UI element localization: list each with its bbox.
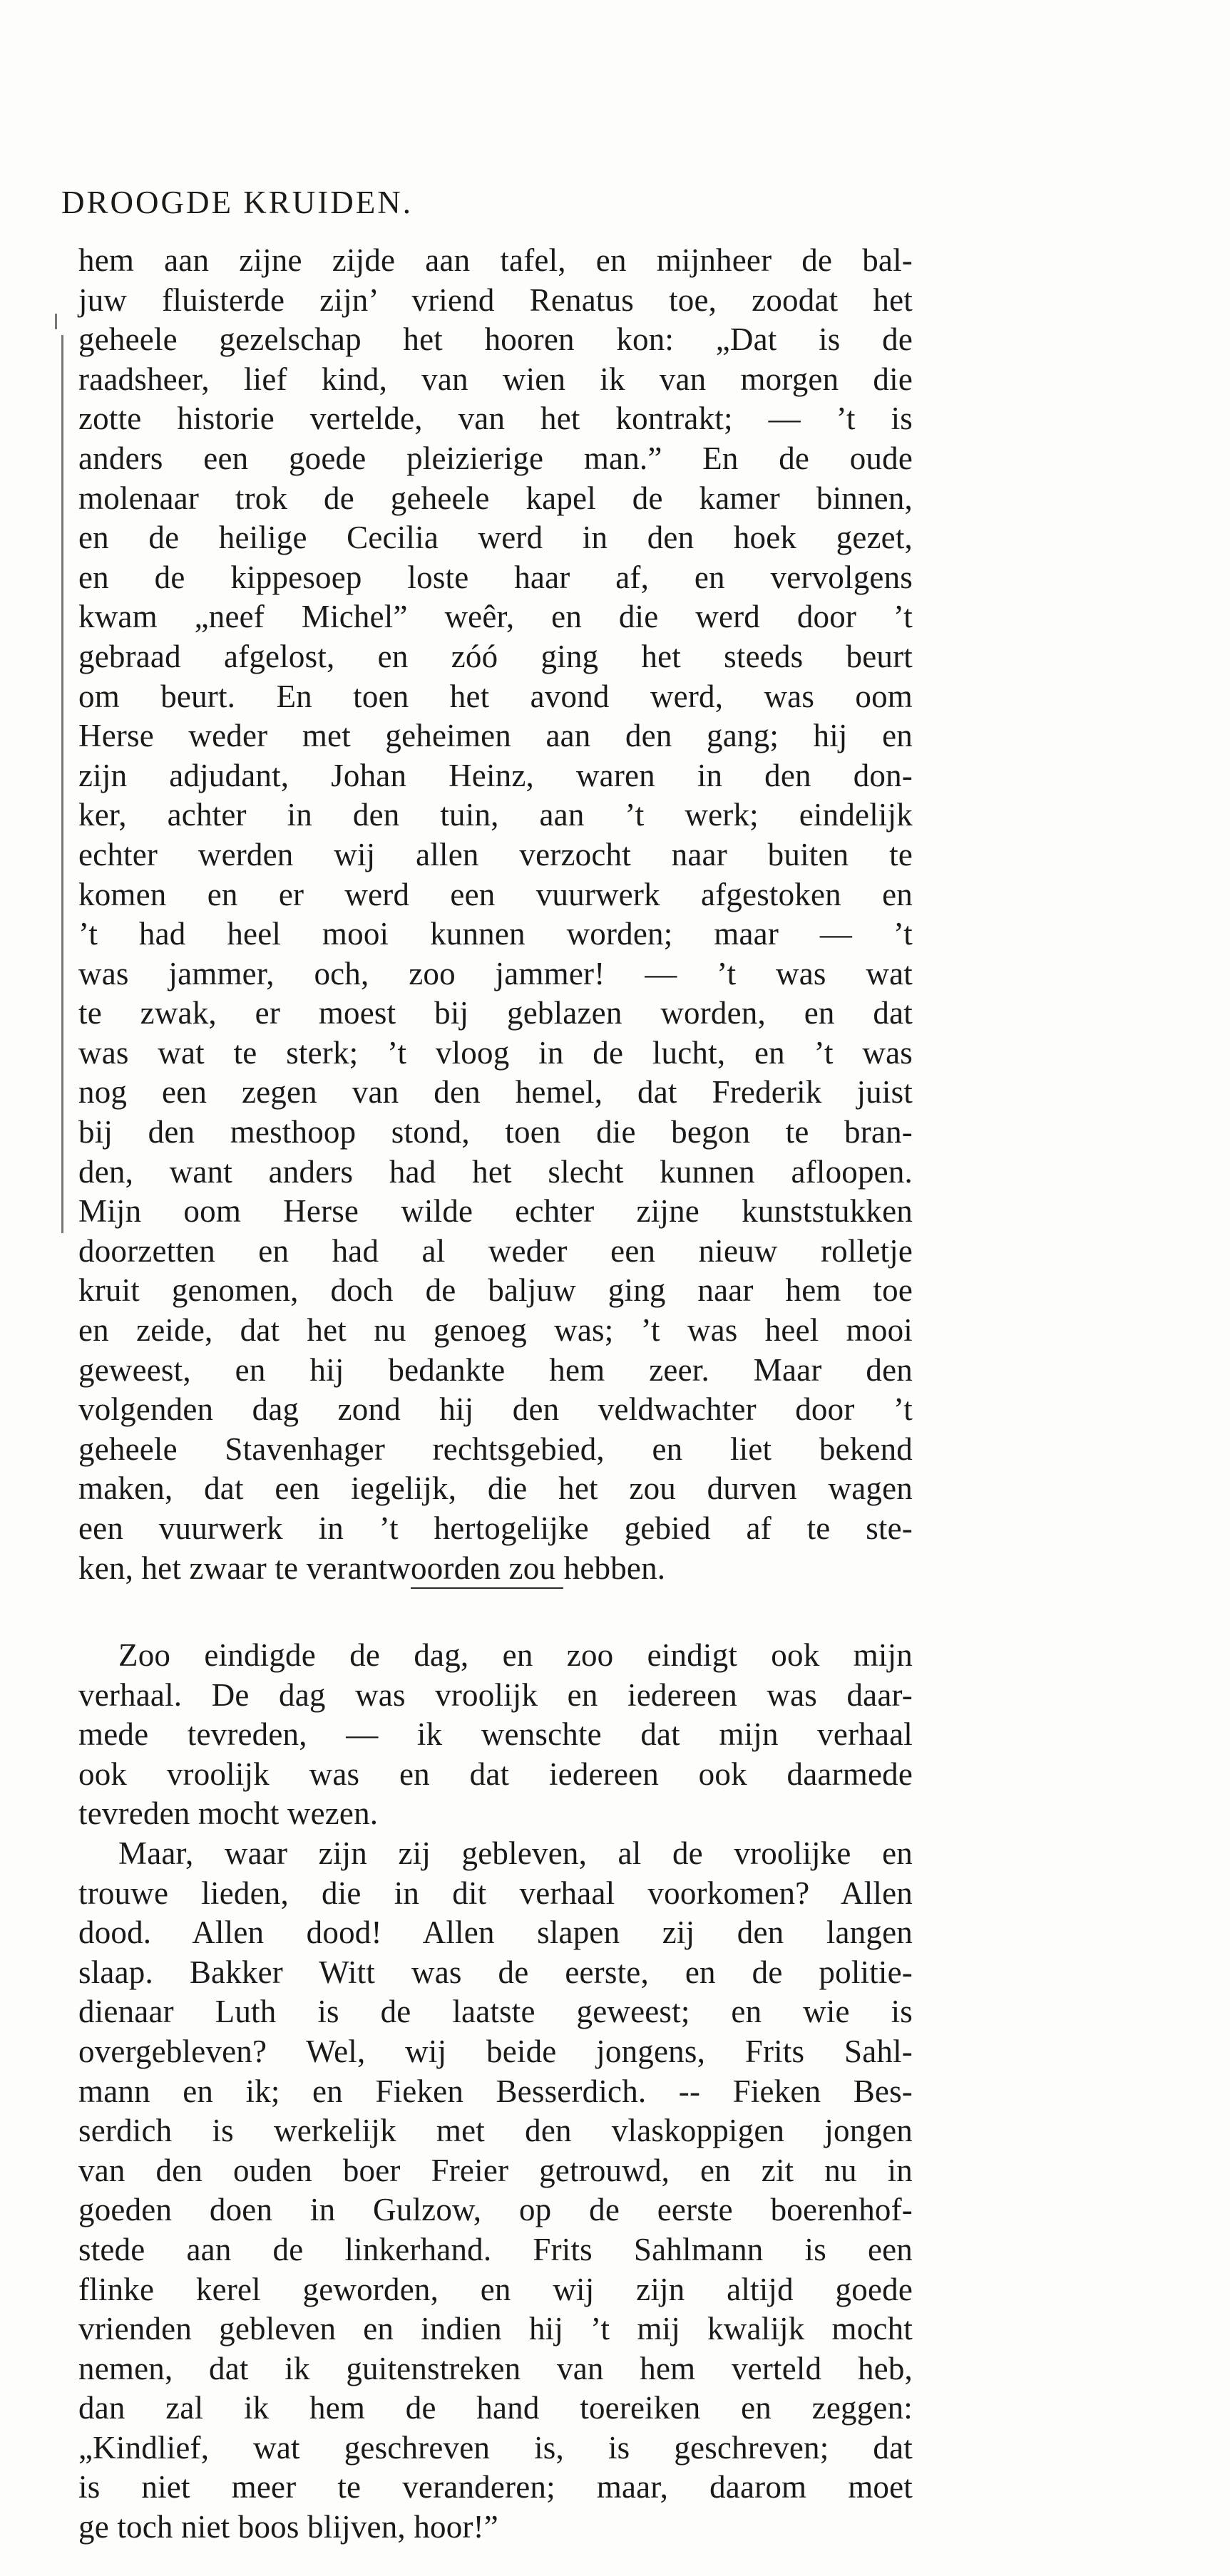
text-line: verhaal. De dag was vroolijk en iedereen was daar- [78,1676,913,1713]
text-line: ker, achter in den tuin, aan ’t werk; eindelijk [78,797,913,833]
text-line: Herse weder met geheimen aan den gang; hij en [78,718,913,754]
text-line: juw fluisterde zijn’ vriend Renatus toe, zoodat het [78,282,913,318]
text-line: bij den mesthoop stond, toen die begon te bran- [78,1114,913,1150]
text-line: „Kindlief, wat geschreven is, is geschreven; dat [78,2429,913,2466]
text-line: vrienden gebleven en indien hij ’t mij kwalijk mocht [78,2311,913,2347]
text-line: was wat te sterk; ’t vloog in de lucht, en ’t was [78,1034,913,1071]
text-line: komen en er werd een vuurwerk afgestoken en [78,876,913,912]
text-line: een vuurwerk in ’t hertogelijke gebied af te ste- [78,1510,913,1546]
text-line: anders een goede pleizierige man.” En de oude [78,440,913,476]
text-line: geheele gezelschap het hooren kon: „Dat is de [78,321,913,358]
text-line: maken, dat een iegelijk, die het zou durven wagen [78,1470,913,1507]
text-line: nog een zegen van den hemel, dat Frederik juist [78,1074,913,1111]
text-line: flinke kerel geworden, en wij zijn altijd goede [78,2271,913,2307]
text-line: trouwe lieden, die in dit verhaal voorkomen? Allen [78,1875,913,1911]
text-line: ge toch niet boos blijven, hoor!” [78,2509,498,2545]
text-line: goeden doen in Gulzow, op de eerste boerenhof- [78,2192,913,2228]
running-head: DROOGDE KRUIDEN. [61,185,413,220]
text-line: dood. Allen dood! Allen slapen zij den langen [78,1915,913,1951]
text-line: te zwak, er moest bij geblazen worden, en dat [78,995,913,1031]
text-line: gebraad afgelost, en zóó ging het steeds beurt [78,638,913,674]
text-line: geweest, en hij bedankte hem zeer. Maar den [78,1351,913,1388]
margin-tick [55,314,57,329]
margin-bracket [61,335,63,1233]
text-line: van den ouden boer Freier getrouwd, en zit nu in [78,2152,913,2188]
text-line: Mijn oom Herse wilde echter zijne kunststukken [78,1193,913,1230]
text-line: dan zal ik hem de hand toereiken en zeggen: [78,2390,913,2426]
text-line: molenaar trok de geheele kapel de kamer binnen, [78,480,913,516]
text-line: is niet meer te veranderen; maar, daarom moet [78,2469,913,2505]
text-line: echter werden wij allen verzocht naar buiten te [78,836,913,872]
text-line: ’t had heel mooi kunnen worden; maar — ’t [78,916,913,952]
continued-paragraph [78,241,913,1588]
text-line: om beurt. En toen het avond werd, was oom [78,678,913,714]
text-line: overgebleven? Wel, wij beide jongens, Frits Sahl- [78,2033,913,2069]
text-line: zijn adjudant, Johan Heinz, waren in den don- [78,757,913,793]
text-line: mede tevreden, — ik wenschte dat mijn verhaal [78,1716,913,1753]
text-line: mann en ik; en Fieken Besserdich. -- Fieken Bes- [78,2073,913,2109]
text-line: en de kippesoep loste haar af, en vervolgens [78,559,913,595]
text-line: hem aan zijne zijde aan tafel, en mijnheer de bal- [78,242,913,278]
text-line: serdich is werkelijk met den vlaskoppigen jongen [78,2113,913,2149]
text-line: Maar, waar zijn zij gebleven, al de vroolijke en [118,1835,913,1871]
text-line: tevreden mocht wezen. [78,1796,379,1832]
text-line: stede aan de linkerhand. Frits Sahlmann is een [78,2231,913,2267]
text-line: kwam „neef Michel” weêr, en die werd door ’t [78,599,913,635]
text-line: Zoo eindigde de dag, en zoo eindigt ook mijn [118,1637,913,1673]
text-line: was jammer, och, zoo jammer! — ’t was wat [78,955,913,991]
section-divider [411,1587,563,1589]
text-line: kruit genomen, doch de baljuw ging naar hem toe [78,1272,913,1309]
text-line: geheele Stavenhager rechtsgebied, en liet bekend [78,1431,913,1467]
text-line: nemen, dat ik guitenstreken van hem verteld heb, [78,2350,913,2386]
text-line: den, want anders had het slecht kunnen afloopen. [78,1153,913,1190]
text-line: volgenden dag zond hij den veldwachter door ’t [78,1391,913,1428]
text-line: raadsheer, lief kind, van wien ik van morgen die [78,361,913,397]
text-line: zotte historie vertelde, van het kontrakt; — ’t is [78,401,913,437]
text-line: slaap. Bakker Witt was de eerste, en de politie- [78,1954,913,1990]
text-line: ken, het zwaar te verantwoorden zou hebben. [78,1550,666,1586]
text-line: ook vroolijk was en dat iedereen ook daarmede [78,1756,913,1792]
text-line: en de heilige Cecilia werd in den hoek gezet, [78,520,913,556]
text-line: dienaar Luth is de laatste geweest; en wie is [78,1994,913,2030]
text-line: doorzetten en had al weder een nieuw rolletje [78,1232,913,1269]
text-line: en zeide, dat het nu genoeg was; ’t was heel mooi [78,1312,913,1349]
closing-paragraphs [78,1636,913,2547]
